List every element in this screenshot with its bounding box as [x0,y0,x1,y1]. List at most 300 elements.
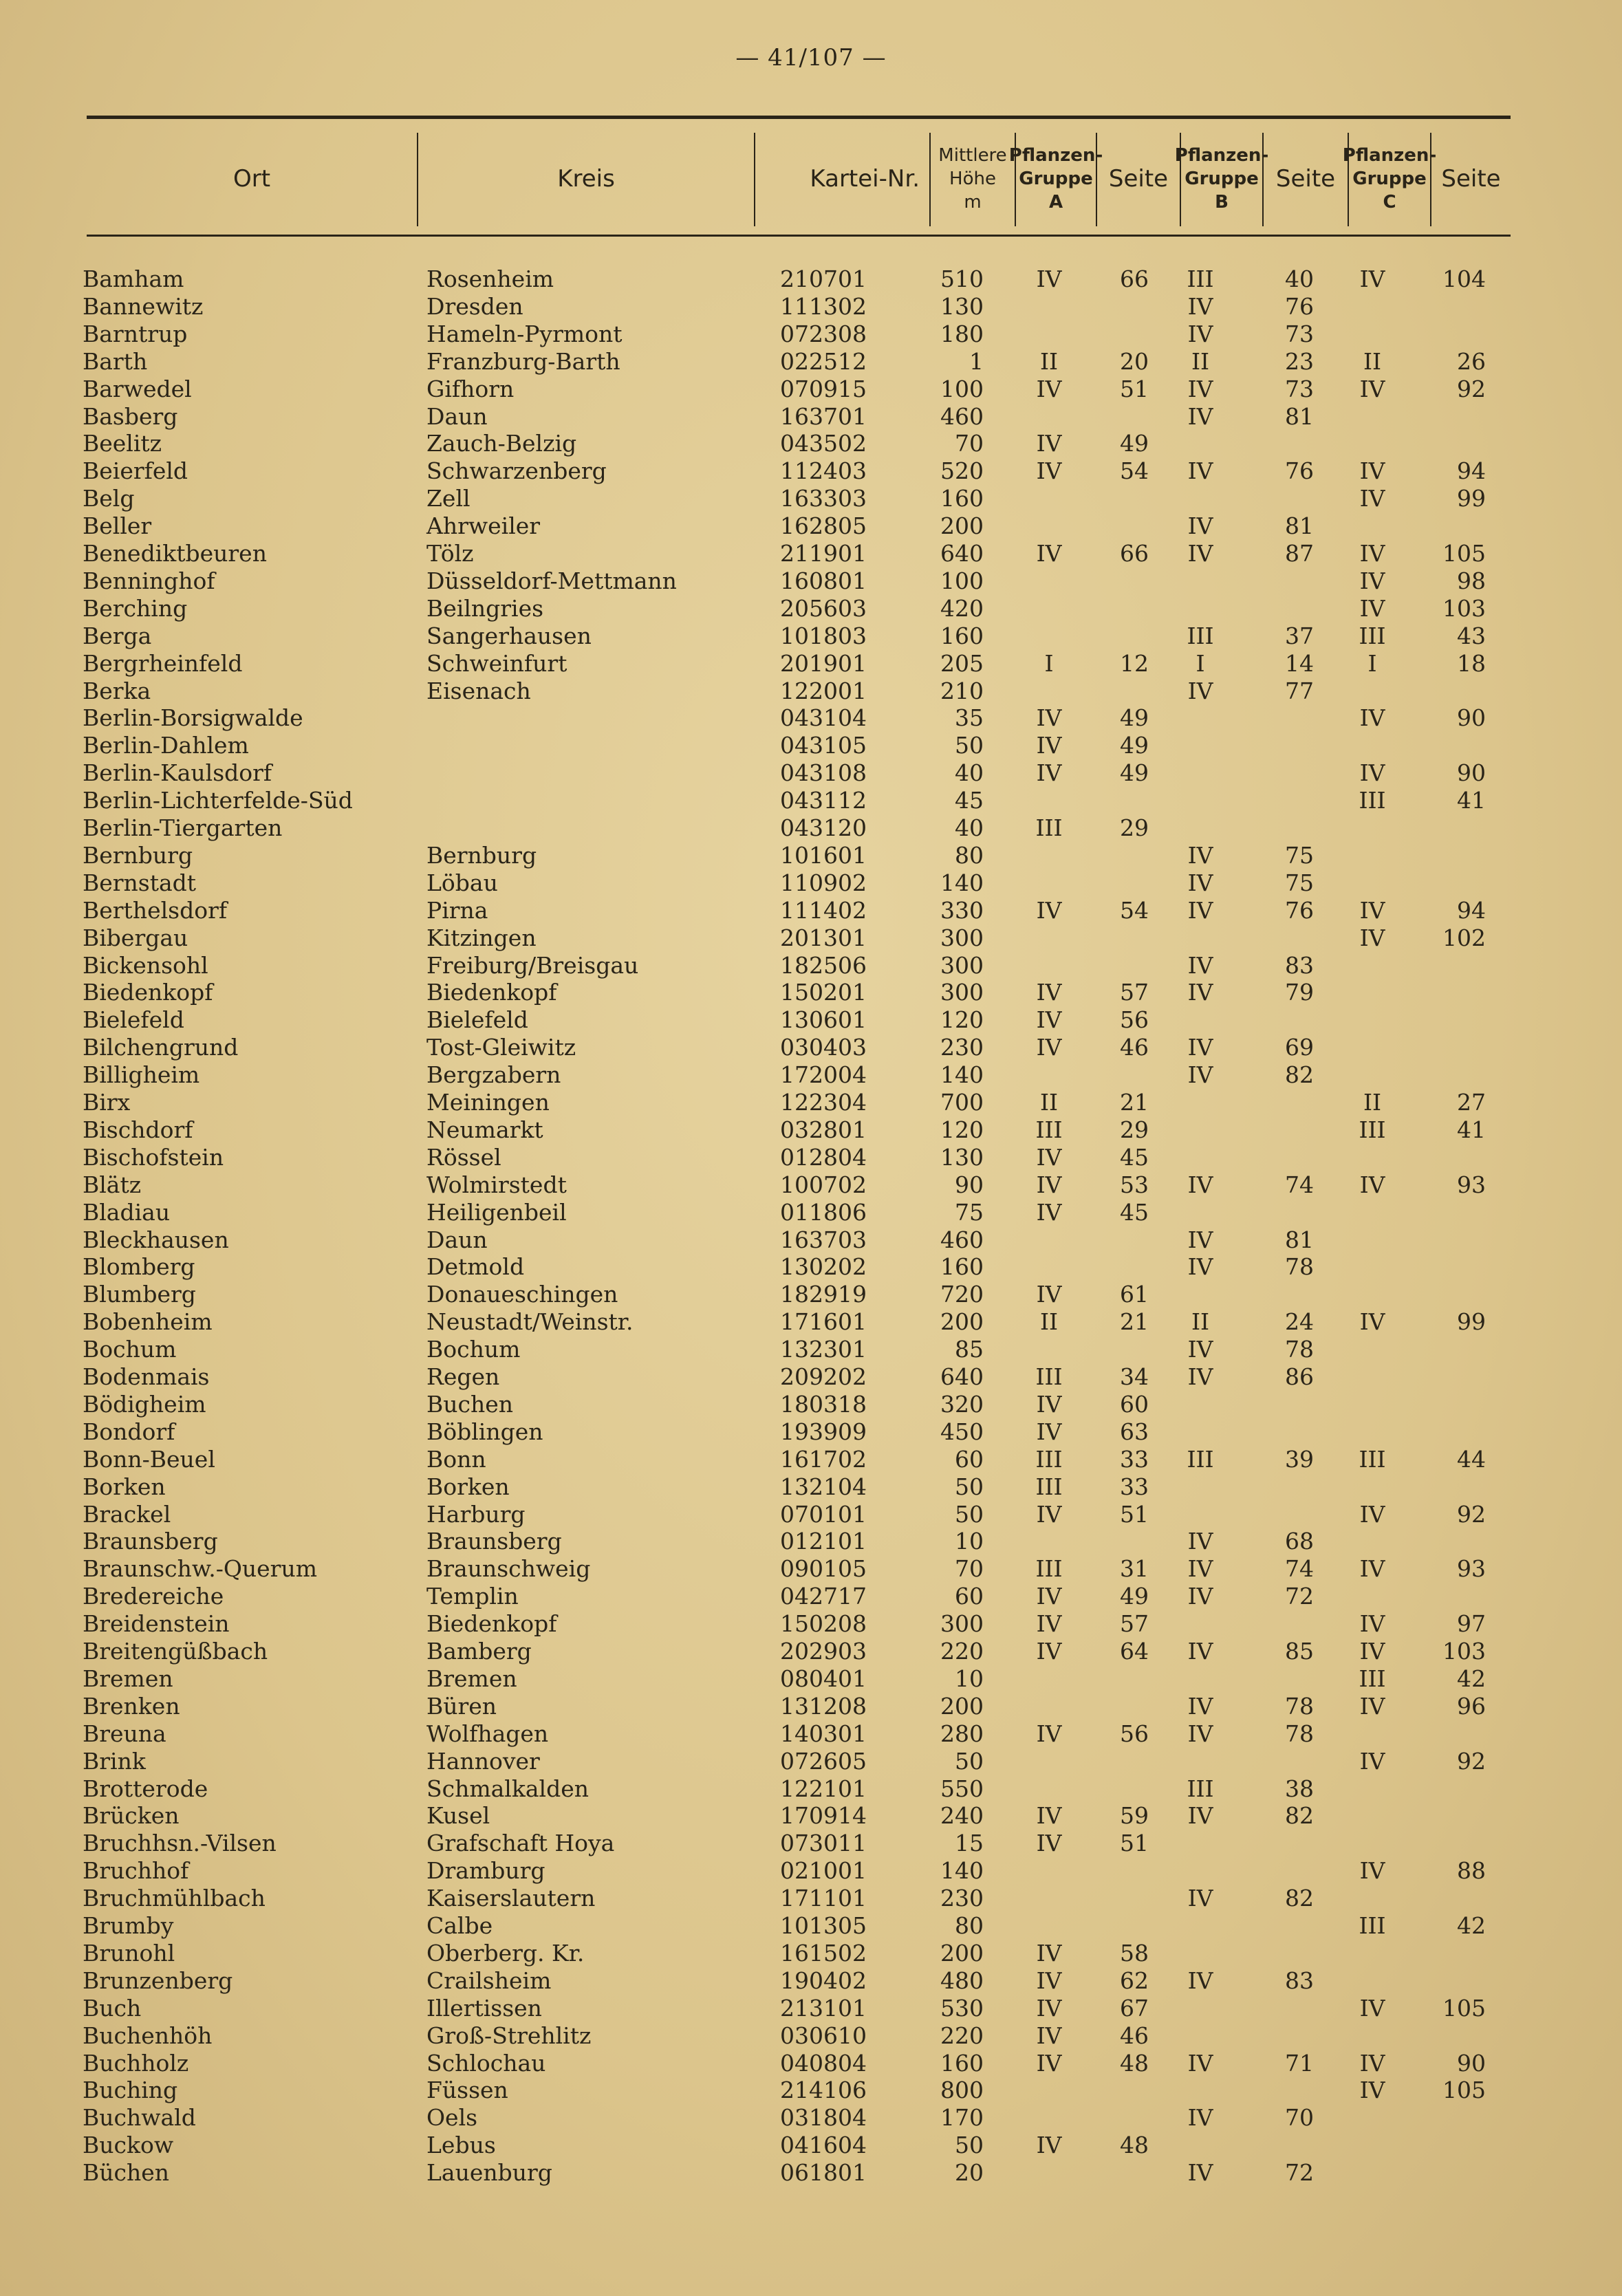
hoehe-cell: 50 [955,1473,984,1500]
table-row [0,952,1622,979]
header-seite-a: Seite [1096,133,1180,226]
seite-c-cell: 94 [1457,896,1486,924]
kreis-cell: Schlochau [426,2049,546,2077]
table-row [0,622,1622,650]
ort-cell: Berlin-Kaulsdorf [83,759,272,787]
seite-a-cell: 29 [1120,814,1149,841]
kreis-cell: Büren [426,1692,497,1720]
kartei-nr-cell: 182919 [780,1281,867,1308]
seite-c-cell: 18 [1457,649,1486,677]
gruppe-b-cell: IV [1187,979,1213,1006]
kartei-nr-cell: 122001 [780,677,867,704]
kartei-nr-cell: 211901 [780,540,867,567]
table-row [0,1034,1622,1061]
kreis-cell: Düsseldorf-Mettmann [426,567,677,594]
ort-cell: Bernburg [83,841,193,869]
kartei-nr-cell: 090105 [780,1555,867,1583]
kreis-cell: Oberberg. Kr. [426,1939,585,1967]
kartei-nr-cell: 022512 [780,347,867,375]
kreis-cell: Neumarkt [426,1116,543,1143]
seite-c-cell: 43 [1457,622,1486,649]
hoehe-cell: 530 [940,1994,984,2022]
kreis-cell: Biedenkopf [426,1610,557,1638]
ort-cell: Berlin-Tiergarten [83,814,283,841]
kreis-cell: Donaueschingen [426,1281,618,1308]
header-ort: Ort [233,165,271,193]
kartei-nr-cell: 072308 [780,320,867,347]
seite-c-cell: 105 [1442,1994,1486,2022]
gruppe-a-cell: IV [1036,430,1062,457]
seite-b-cell: 71 [1285,2049,1314,2077]
table-row [0,1006,1622,1034]
seite-c-cell: 105 [1442,540,1486,567]
hoehe-cell: 85 [955,1336,984,1363]
seite-b-cell: 78 [1285,1253,1314,1281]
seite-a-cell: 20 [1120,347,1149,375]
kartei-nr-cell: 163703 [780,1226,867,1253]
kreis-cell: Kaiserslautern [426,1885,596,1912]
kartei-nr-cell: 150208 [780,1610,867,1638]
kreis-cell: Hannover [426,1747,540,1775]
hoehe-cell: 460 [940,402,984,430]
ort-cell: Buching [83,2077,178,2104]
hoehe-cell: 20 [955,2159,984,2187]
table-row [0,1418,1622,1446]
gruppe-b-cell: IV [1187,457,1213,485]
kreis-cell: Hameln-Pyrmont [426,320,623,347]
seite-c-cell: 98 [1457,567,1486,594]
gruppe-b-cell: IV [1187,869,1213,896]
seite-b-cell: 72 [1285,2159,1314,2187]
gruppe-c-cell: III [1359,1912,1386,1939]
kreis-cell: Böblingen [426,1418,543,1445]
kreis-cell: Zell [426,485,471,512]
seite-a-cell: 67 [1120,1994,1149,2022]
gruppe-a-cell: IV [1036,1171,1062,1198]
kartei-nr-cell: 043105 [780,732,867,759]
gruppe-b-cell: IV [1187,677,1213,704]
hoehe-cell: 460 [940,1226,984,1253]
gruppe-b-cell: II [1191,1308,1210,1336]
table-row [0,869,1622,897]
kartei-nr-cell: 122304 [780,1089,867,1116]
kartei-nr-cell: 030610 [780,2022,867,2049]
ort-cell: Brunohl [83,1939,175,1967]
hoehe-cell: 70 [955,1555,984,1583]
kreis-cell: Templin [426,1583,519,1610]
ort-cell: Brücken [83,1802,180,1830]
ort-cell: Bochum [83,1336,177,1363]
ort-cell: Buchwald [83,2104,196,2132]
table-row [0,376,1622,403]
hoehe-cell: 480 [940,1967,984,1994]
table-row [0,1995,1622,2022]
kartei-nr-cell: 043108 [780,759,867,787]
gruppe-b-cell: IV [1187,951,1213,979]
seite-b-cell: 76 [1285,457,1314,485]
ort-cell: Bonn-Beuel [83,1445,215,1473]
kartei-nr-cell: 070101 [780,1500,867,1528]
seite-a-cell: 58 [1120,1939,1149,1967]
kartei-nr-cell: 040804 [780,2049,867,2077]
seite-c-cell: 41 [1457,1116,1486,1143]
table-row [0,1583,1622,1610]
kartei-nr-cell: 021001 [780,1857,867,1885]
hoehe-cell: 550 [940,1775,984,1802]
gruppe-c-cell: IV [1359,704,1385,732]
seite-b-cell: 73 [1285,375,1314,402]
gruppe-a-cell: IV [1036,979,1062,1006]
seite-b-cell: 82 [1285,1802,1314,1830]
header-kreis: Kreis [417,133,754,226]
table-row [0,293,1622,321]
hoehe-cell: 420 [940,594,984,622]
seite-a-cell: 64 [1120,1638,1149,1665]
seite-b-cell: 75 [1285,869,1314,896]
kreis-cell: Dramburg [426,1857,545,1885]
ort-cell: Brotterode [83,1775,208,1802]
gruppe-c-cell: IV [1359,2049,1385,2077]
ort-cell: Bernstadt [83,869,197,896]
gruppe-b-cell: IV [1187,1061,1213,1089]
seite-b-cell: 77 [1285,677,1314,704]
gruppe-c-cell: II [1363,347,1382,375]
kreis-cell: Schmalkalden [426,1775,589,1802]
kartei-nr-cell: 161502 [780,1939,867,1967]
gruppe-b-cell: IV [1187,1226,1213,1253]
gruppe-c-cell: IV [1359,567,1385,594]
kartei-nr-cell: 171101 [780,1885,867,1912]
kreis-cell: Pirna [426,896,488,924]
header-gruppe-b: Pflanzen- Gruppe B [1180,133,1262,226]
gruppe-a-cell: III [1035,1116,1063,1143]
table-row [0,1802,1622,1830]
gruppe-b-cell: IV [1187,402,1213,430]
kreis-cell: Buchen [426,1390,514,1418]
seite-b-cell: 74 [1285,1171,1314,1198]
kartei-nr-cell: 043502 [780,430,867,457]
table-row [0,1199,1622,1226]
kreis-cell: Eisenach [426,677,531,704]
seite-c-cell: 42 [1457,1912,1486,1939]
gruppe-a-cell: III [1035,1363,1063,1390]
kreis-cell: Braunschweig [426,1555,591,1583]
table-row [0,787,1622,814]
gruppe-a-cell: IV [1036,1198,1062,1226]
table-row [0,1171,1622,1199]
kartei-nr-cell: 043104 [780,704,867,732]
table-row [0,1610,1622,1638]
table-row [0,1555,1622,1583]
kreis-cell: Braunsberg [426,1528,562,1555]
hoehe-cell: 200 [940,1939,984,1967]
hoehe-cell: 120 [940,1116,984,1143]
hoehe-cell: 200 [940,1308,984,1336]
hoehe-cell: 1 [969,347,984,375]
table-row [0,403,1622,431]
kartei-nr-cell: 150201 [780,979,867,1006]
table-row [0,1446,1622,1473]
kreis-cell: Bochum [426,1336,521,1363]
gruppe-b-cell: IV [1187,320,1213,347]
gruppe-b-cell: III [1187,1775,1214,1802]
gruppe-c-cell: IV [1359,2077,1385,2104]
hoehe-cell: 300 [940,979,984,1006]
seite-a-cell: 57 [1120,979,1149,1006]
ort-cell: Billigheim [83,1061,200,1089]
table-row [0,814,1622,842]
ort-cell: Bodenmais [83,1363,210,1390]
gruppe-b-cell: IV [1187,292,1213,320]
hoehe-cell: 50 [955,2132,984,2159]
kartei-nr-cell: 111402 [780,896,867,924]
gruppe-a-cell: IV [1036,1994,1062,2022]
seite-b-cell: 76 [1285,896,1314,924]
seite-c-cell: 93 [1457,1555,1486,1583]
seite-b-cell: 79 [1285,979,1314,1006]
hoehe-cell: 210 [940,677,984,704]
table-row [0,595,1622,622]
seite-a-cell: 49 [1120,430,1149,457]
table-row [0,1940,1622,1967]
seite-a-cell: 48 [1120,2049,1149,2077]
kartei-nr-cell: 110902 [780,869,867,896]
kartei-nr-cell: 130202 [780,1253,867,1281]
seite-a-cell: 49 [1120,732,1149,759]
seite-a-cell: 56 [1120,1720,1149,1747]
seite-b-cell: 40 [1285,266,1314,292]
kreis-cell: Oels [426,2104,478,2132]
ort-cell: Benediktbeuren [83,540,267,567]
ort-cell: Barwedel [83,375,192,402]
seite-c-cell: 93 [1457,1171,1486,1198]
ort-cell: Breidenstein [83,1610,230,1638]
kartei-nr-cell: 190402 [780,1967,867,1994]
kartei-nr-cell: 163701 [780,402,867,430]
ort-cell: Bilchengrund [83,1034,239,1061]
gruppe-a-cell: III [1035,814,1063,841]
gruppe-a-cell: IV [1036,1802,1062,1830]
ort-cell: Bruchhsn.-Vilsen [83,1830,277,1857]
kartei-nr-cell: 180318 [780,1390,867,1418]
hoehe-cell: 45 [955,787,984,814]
seite-a-cell: 33 [1120,1473,1149,1500]
kreis-cell: Füssen [426,2077,508,2104]
gruppe-a-cell: IV [1036,1390,1062,1418]
ort-cell: Beelitz [83,430,162,457]
hoehe-cell: 320 [940,1390,984,1418]
header-hoehe: Mittlere Höhe m [929,133,1015,226]
kartei-nr-cell: 140301 [780,1720,867,1747]
hoehe-cell: 230 [940,1885,984,1912]
ort-cell: Buch [83,1994,142,2022]
kreis-cell: Rosenheim [426,266,554,292]
kartei-nr-cell: 193909 [780,1418,867,1445]
seite-a-cell: 31 [1120,1555,1149,1583]
ort-cell: Berga [83,622,152,649]
gruppe-a-cell: IV [1036,896,1062,924]
hoehe-cell: 50 [955,732,984,759]
gruppe-a-cell: IV [1036,2132,1062,2159]
kreis-cell: Franzburg-Barth [426,347,620,375]
table-row [0,1473,1622,1501]
seite-a-cell: 59 [1120,1802,1149,1830]
gruppe-b-cell: IV [1187,1720,1213,1747]
gruppe-b-cell: III [1187,266,1214,292]
hoehe-cell: 40 [955,814,984,841]
seite-a-cell: 34 [1120,1363,1149,1390]
kreis-cell: Kusel [426,1802,490,1830]
table-row [0,1967,1622,1995]
kartei-nr-cell: 201901 [780,649,867,677]
ort-cell: Bischdorf [83,1116,193,1143]
gruppe-b-cell: IV [1187,1885,1213,1912]
gruppe-a-cell: III [1035,1445,1063,1473]
ort-cell: Bobenheim [83,1308,213,1336]
kreis-cell: Bremen [426,1665,517,1692]
gruppe-a-cell: IV [1036,2049,1062,2077]
ort-cell: Bruchmühlbach [83,1885,266,1912]
gruppe-a-cell: IV [1036,1967,1062,1994]
ort-cell: Beller [83,512,152,540]
table-row [0,704,1622,732]
gruppe-c-cell: IV [1359,375,1385,402]
hoehe-cell: 10 [955,1528,984,1555]
ort-cell: Benninghof [83,567,215,594]
ort-cell: Breuna [83,1720,166,1747]
seite-b-cell: 78 [1285,1692,1314,1720]
hoehe-cell: 140 [940,869,984,896]
ort-cell: Birx [83,1089,131,1116]
header-seite-b: Seite [1262,133,1348,226]
kreis-cell: Harburg [426,1500,526,1528]
kartei-nr-cell: 043112 [780,787,867,814]
table-row [0,2050,1622,2077]
hoehe-cell: 35 [955,704,984,732]
seite-c-cell: 90 [1457,704,1486,732]
gruppe-a-cell: IV [1036,1034,1062,1061]
hoehe-cell: 450 [940,1418,984,1445]
seite-c-cell: 99 [1457,1308,1486,1336]
seite-a-cell: 56 [1120,1006,1149,1034]
gruppe-b-cell: IV [1187,1555,1213,1583]
seite-c-cell: 103 [1442,1638,1486,1665]
kreis-cell: Meiningen [426,1089,550,1116]
seite-c-cell: 102 [1442,924,1486,951]
hoehe-cell: 140 [940,1857,984,1885]
seite-c-cell: 44 [1457,1445,1486,1473]
ort-cell: Bamham [83,266,184,292]
table-row [0,1089,1622,1116]
header-kartei: Kartei-Nr. [754,133,929,226]
seite-c-cell: 92 [1457,1747,1486,1775]
seite-c-cell: 97 [1457,1610,1486,1638]
ort-cell: Bleckhausen [83,1226,229,1253]
kartei-nr-cell: 214106 [780,2077,867,2104]
hoehe-cell: 60 [955,1445,984,1473]
hoehe-cell: 10 [955,1665,984,1692]
kartei-nr-cell: 170914 [780,1802,867,1830]
ort-cell: Blätz [83,1171,142,1198]
table-row [0,1638,1622,1665]
gruppe-a-cell: II [1039,1089,1059,1116]
table-row [0,321,1622,348]
kartei-nr-cell: 112403 [780,457,867,485]
kreis-cell: Heiligenbeil [426,1198,567,1226]
seite-b-cell: 76 [1285,292,1314,320]
kreis-cell: Bonn [426,1445,486,1473]
hoehe-cell: 510 [940,266,984,292]
kartei-nr-cell: 171601 [780,1308,867,1336]
kartei-nr-cell: 101601 [780,841,867,869]
gruppe-c-cell: IV [1359,1308,1385,1336]
table-row [0,732,1622,759]
ort-cell: Barth [83,347,148,375]
seite-a-cell: 45 [1120,1143,1149,1171]
seite-a-cell: 21 [1120,1308,1149,1336]
table-row [0,540,1622,567]
kartei-nr-cell: 213101 [780,1994,867,2022]
seite-b-cell: 70 [1285,2104,1314,2132]
hoehe-cell: 15 [955,1830,984,1857]
gruppe-b-cell: III [1187,1445,1214,1473]
ort-cell: Braunsberg [83,1528,218,1555]
seite-a-cell: 21 [1120,1089,1149,1116]
hoehe-cell: 240 [940,1802,984,1830]
seite-b-cell: 81 [1285,402,1314,430]
hoehe-cell: 50 [955,1747,984,1775]
table-row [0,2022,1622,2050]
kreis-cell: Detmold [426,1253,525,1281]
seite-b-cell: 74 [1285,1555,1314,1583]
ort-cell: Buckow [83,2132,174,2159]
kreis-cell: Bielefeld [426,1006,528,1034]
table-row [0,2132,1622,2159]
seite-c-cell: 99 [1457,485,1486,512]
ort-cell: Braunschw.-Querum [83,1555,318,1583]
seite-c-cell: 94 [1457,457,1486,485]
gruppe-b-cell: IV [1187,1692,1213,1720]
ort-cell: Bibergau [83,924,188,951]
hoehe-cell: 640 [940,540,984,567]
gruppe-b-cell: IV [1187,1638,1213,1665]
table-row [0,1308,1622,1336]
kartei-nr-cell: 042717 [780,1583,867,1610]
seite-a-cell: 49 [1120,759,1149,787]
table-row [0,2077,1622,2104]
gruppe-a-cell: IV [1036,1006,1062,1034]
kreis-cell: Tölz [426,540,474,567]
table-row [0,1116,1622,1144]
ort-cell: Berlin-Dahlem [83,732,249,759]
kartei-nr-cell: 032801 [780,1116,867,1143]
table-row [0,1665,1622,1693]
table-row [0,924,1622,952]
gruppe-c-cell: IV [1359,1857,1385,1885]
ort-cell: Bickensohl [83,951,208,979]
gruppe-a-cell: II [1039,1308,1059,1336]
gruppe-b-cell: IV [1187,1802,1213,1830]
table-header [87,116,1511,237]
gruppe-a-cell: IV [1036,1418,1062,1445]
seite-a-cell: 49 [1120,704,1149,732]
gruppe-c-cell: IV [1359,924,1385,951]
seite-b-cell: 83 [1285,951,1314,979]
seite-a-cell: 12 [1120,649,1149,677]
table-row [0,1061,1622,1089]
kreis-cell: Calbe [426,1912,493,1939]
ort-cell: Buchholz [83,2049,189,2077]
